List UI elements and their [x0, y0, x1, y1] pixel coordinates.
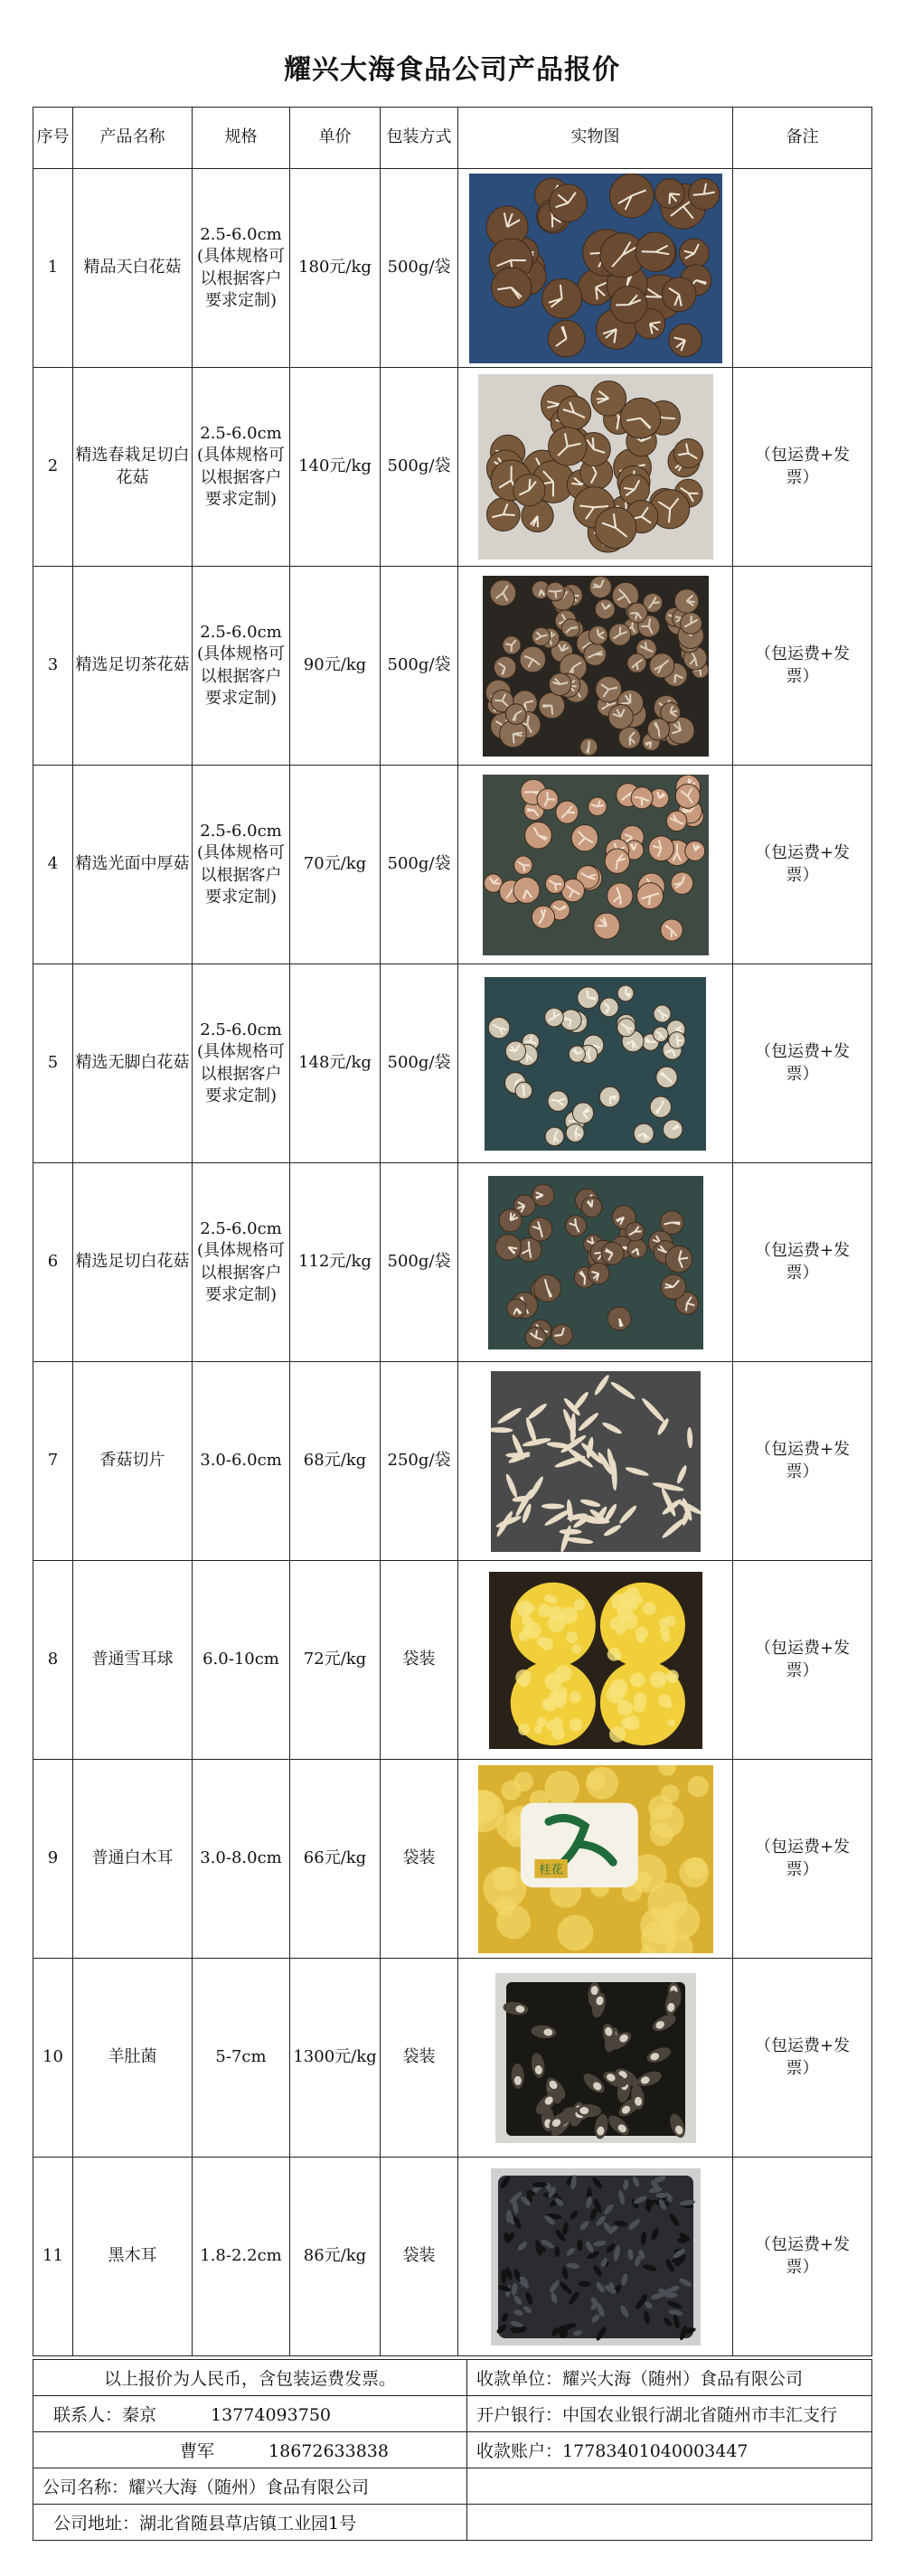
contact-label: 联系人： [53, 2405, 123, 2425]
product-price: 1300元/kg [290, 1959, 381, 2158]
product-name: 黑木耳 [73, 2158, 193, 2356]
product-no: 10 [33, 1959, 73, 2158]
product-price: 90元/kg [290, 567, 381, 766]
stemless-mushroom-photo [485, 977, 706, 1151]
product-no: 2 [33, 368, 73, 567]
product-spec: 5-7cm [193, 1959, 290, 2158]
contact2-phone: 18672633838 [268, 2441, 389, 2461]
product-name: 精选春栽足切白花菇 [73, 368, 193, 567]
product-spec: 2.5-6.0cm(具体规格可以根据客户要求定制) [193, 766, 290, 964]
contact2-name: 曹军 [180, 2441, 215, 2461]
company-value: 耀兴大海（随州）食品有限公司 [128, 2477, 370, 2497]
table-row [33, 169, 872, 368]
product-name: 精品天白花菇 [73, 169, 193, 368]
bank-cell [467, 2396, 872, 2432]
footer-row [33, 2505, 872, 2541]
product-name: 羊肚菌 [73, 1959, 193, 2158]
product-name: 普通白木耳 [73, 1760, 193, 1959]
contact1-phone: 13774093750 [211, 2405, 332, 2425]
product-name: 精选足切白花菇 [73, 1163, 193, 1362]
product-note: （包运费+发票） [733, 766, 872, 964]
account-label: 收款账户： [476, 2441, 563, 2461]
product-note: （包运费+发票） [733, 368, 872, 567]
footer-row [33, 2432, 872, 2468]
header-note: 备注 [733, 108, 872, 169]
product-no: 9 [33, 1760, 73, 1959]
payee-cell [467, 2360, 872, 2396]
product-photo-cell [458, 1959, 733, 2158]
product-price: 140元/kg [290, 368, 381, 567]
product-spec: 2.5-6.0cm(具体规格可以根据客户要求定制) [193, 1163, 290, 1362]
product-price: 86元/kg [290, 2158, 381, 2356]
product-photo-cell [458, 169, 733, 368]
product-name: 精选足切茶花菇 [73, 567, 193, 766]
table-row [33, 1163, 872, 1362]
product-spec: 1.8-2.2cm [193, 2158, 290, 2356]
product-price: 148元/kg [290, 964, 381, 1163]
product-pack: 500g/袋 [381, 368, 458, 567]
spring-flower-mushroom-photo [478, 374, 713, 559]
product-name: 精选无脚白花菇 [73, 964, 193, 1163]
product-note [733, 169, 872, 368]
product-name: 香菇切片 [73, 1362, 193, 1561]
product-price: 112元/kg [290, 1163, 381, 1362]
header-photo: 实物图 [458, 108, 733, 169]
footer-table [33, 2359, 872, 2541]
product-spec: 2.5-6.0cm(具体规格可以根据客户要求定制) [193, 368, 290, 567]
product-photo-cell [458, 1760, 733, 1959]
product-no: 1 [33, 169, 73, 368]
company-cell [33, 2468, 467, 2505]
product-note: （包运费+发票） [733, 1959, 872, 2158]
product-photo-cell [458, 1561, 733, 1760]
product-note: （包运费+发票） [733, 2158, 872, 2356]
white-fungus-photo [478, 1765, 713, 1953]
product-photo-cell [458, 964, 733, 1163]
table-row [33, 964, 872, 1163]
product-pack: 500g/袋 [381, 766, 458, 964]
product-name: 普通雪耳球 [73, 1561, 193, 1760]
product-price: 180元/kg [290, 169, 381, 368]
product-spec: 3.0-6.0cm [193, 1362, 290, 1561]
contact1-cell [33, 2396, 467, 2432]
bank-value: 中国农业银行湖北省随州市丰汇支行 [562, 2405, 838, 2425]
product-price: 68元/kg [290, 1362, 381, 1561]
product-pack: 袋装 [381, 1959, 458, 2158]
footer-row [33, 2468, 872, 2505]
tea-flower-mushroom-photo [483, 576, 709, 757]
company-label: 公司名称： [42, 2477, 129, 2497]
address-cell [33, 2505, 467, 2541]
black-fungus-photo [491, 2168, 701, 2346]
product-pack: 500g/袋 [381, 1163, 458, 1362]
header-no: 序号 [33, 108, 73, 169]
table-row [33, 368, 872, 567]
table-header-row [33, 108, 872, 169]
product-note: （包运费+发票） [733, 567, 872, 766]
product-pack: 500g/袋 [381, 567, 458, 766]
product-pack: 500g/袋 [381, 169, 458, 368]
product-pack: 500g/袋 [381, 964, 458, 1163]
snow-fungus-ball-photo [489, 1572, 702, 1749]
contact1-name: 秦京 [122, 2405, 157, 2425]
address-label: 公司地址： [53, 2514, 140, 2534]
address-value: 湖北省随县草店镇工业园1号 [139, 2514, 357, 2534]
product-photo-cell [458, 567, 733, 766]
header-pack: 包装方式 [381, 108, 458, 169]
product-note: （包运费+发票） [733, 964, 872, 1163]
empty-cell [467, 2505, 872, 2541]
product-photo-cell [458, 2158, 733, 2356]
table-row [33, 1561, 872, 1760]
table-row [33, 766, 872, 964]
product-photo-cell [458, 766, 733, 964]
mushroom-slices-photo [491, 1371, 701, 1552]
product-spec: 2.5-6.0cm(具体规格可以根据客户要求定制) [193, 964, 290, 1163]
smooth-mushroom-photo [483, 775, 709, 955]
price-table [33, 107, 872, 2356]
payee-label: 收款单位： [476, 2369, 563, 2389]
account-value: 17783401040003447 [562, 2441, 749, 2461]
product-pack: 袋装 [381, 1561, 458, 1760]
product-spec: 2.5-6.0cm(具体规格可以根据客户要求定制) [193, 567, 290, 766]
white-flower-mushroom-photo [469, 174, 722, 363]
contact2-cell [33, 2432, 467, 2468]
product-spec: 3.0-8.0cm [193, 1760, 290, 1959]
product-no: 8 [33, 1561, 73, 1760]
product-note: （包运费+发票） [733, 1561, 872, 1760]
product-note: （包运费+发票） [733, 1163, 872, 1362]
product-no: 3 [33, 567, 73, 766]
product-note: （包运费+发票） [733, 1362, 872, 1561]
product-no: 7 [33, 1362, 73, 1561]
table-row [33, 1959, 872, 2158]
morel-photo [495, 1973, 696, 2143]
table-row [33, 1760, 872, 1959]
footer-row [33, 2396, 872, 2432]
price-note: 以上报价为人民币，含包装运费发票。 [33, 2360, 467, 2396]
cut-flower-mushroom-photo [488, 1176, 703, 1349]
product-price: 72元/kg [290, 1561, 381, 1760]
table-row [33, 567, 872, 766]
product-price: 66元/kg [290, 1760, 381, 1959]
package-label: 桂花 [539, 1863, 563, 1877]
product-no: 11 [33, 2158, 73, 2356]
footer-row [33, 2360, 872, 2396]
header-price: 单价 [290, 108, 381, 169]
payee-value: 耀兴大海（随州）食品有限公司 [562, 2369, 804, 2389]
header-spec: 规格 [193, 108, 290, 169]
product-price: 70元/kg [290, 766, 381, 964]
empty-cell [467, 2468, 872, 2505]
product-spec: 6.0-10cm [193, 1561, 290, 1760]
page-title: 耀兴大海食品公司产品报价 [284, 54, 620, 86]
product-photo-cell [458, 1163, 733, 1362]
product-photo-cell [458, 1362, 733, 1561]
product-name: 精选光面中厚菇 [73, 766, 193, 964]
product-note: （包运费+发票） [733, 1760, 872, 1959]
product-no: 6 [33, 1163, 73, 1362]
product-no: 5 [33, 964, 73, 1163]
table-row [33, 2158, 872, 2356]
table-row [33, 1362, 872, 1561]
account-cell [467, 2432, 872, 2468]
product-spec: 2.5-6.0cm(具体规格可以根据客户要求定制) [193, 169, 290, 368]
product-photo-cell [458, 368, 733, 567]
product-pack: 袋装 [381, 1760, 458, 1959]
product-pack: 250g/袋 [381, 1362, 458, 1561]
product-pack: 袋装 [381, 2158, 458, 2356]
product-no: 4 [33, 766, 73, 964]
header-name: 产品名称 [73, 108, 193, 169]
bank-label: 开户银行： [476, 2405, 563, 2425]
